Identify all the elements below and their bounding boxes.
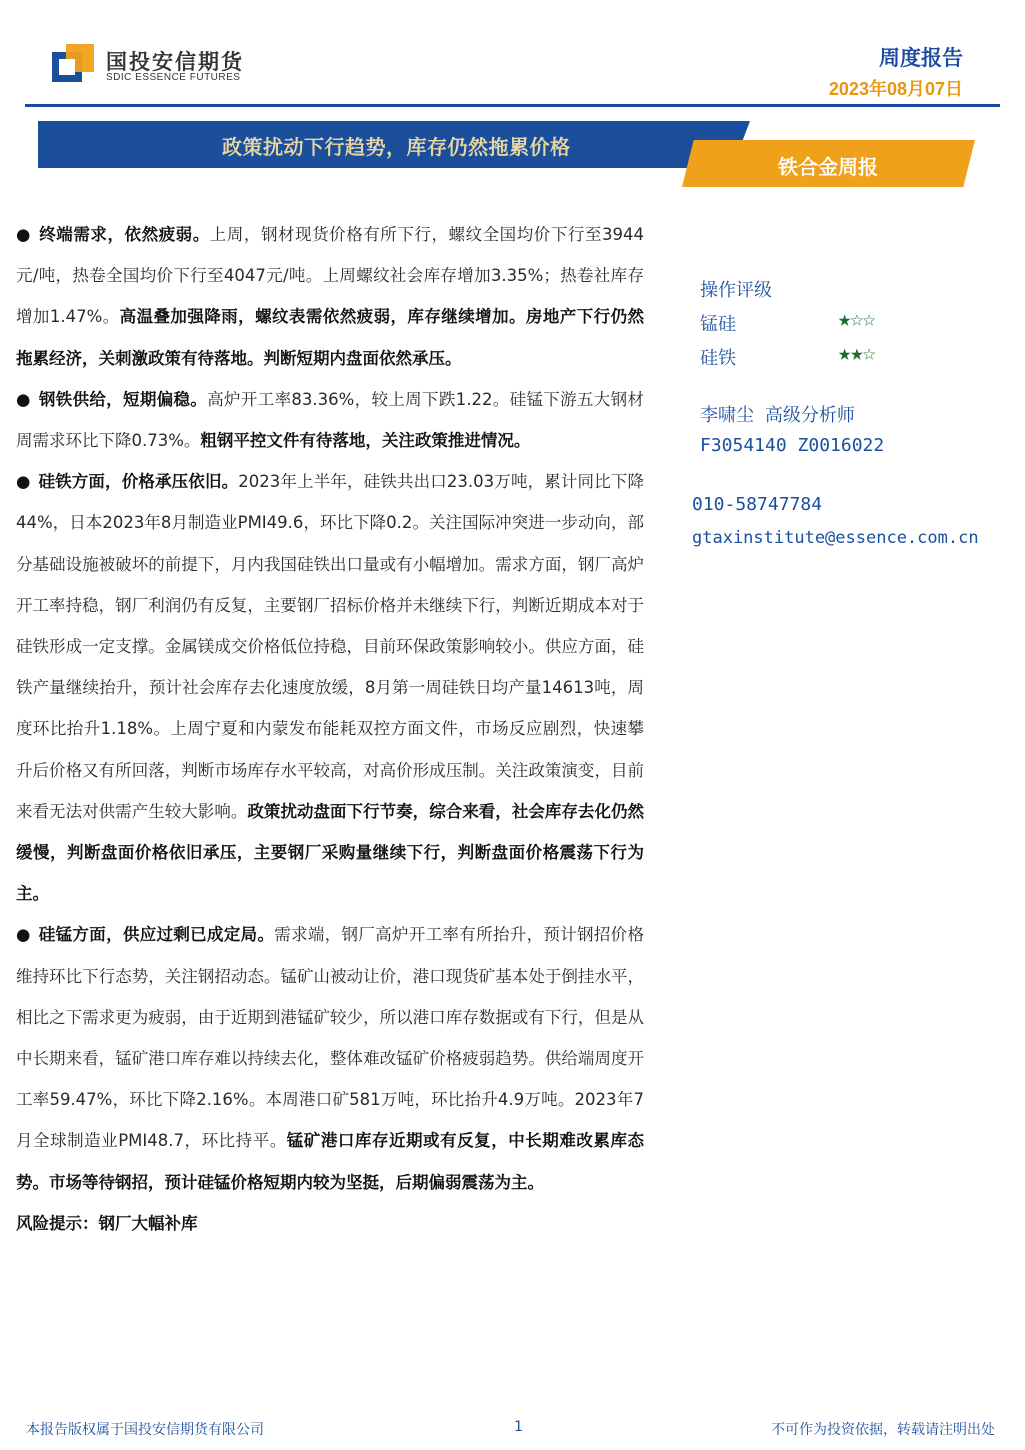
paragraph-silicomanganese [16,914,644,1202]
report-title: 政策扰动下行趋势，库存仍然拖累价格 [222,135,571,159]
paragraph-conclusion: 政策扰动盘面下行节奏，综合来看，社会库存去化仍然缓慢，判断盘面价格依旧承压，主要钢厂采购量继续下行，判断盘面价格震荡下行为主。 [16,801,645,904]
bullet-icon: ● [16,389,37,409]
footer-disclaimer: 不可作为投资依据，转载请注明出处 [771,1422,995,1438]
paragraph-text: 上周，钢材现货价格有所下行，螺纹全国均价下行至3944元/吨，热卷全国均价下行至4047元/吨。上周螺纹社会库存增加3.35%；热卷社库存增加1.47%。 [16,225,644,327]
paragraph-lead: 终端需求，依然疲弱。 [39,225,210,244]
analyst-license: F3054140 Z0016022 [700,435,885,456]
rating-item-name: 硅铁 [700,348,736,369]
rating-item-name: 锰硅 [700,314,736,335]
risk-warning: 风险提示：钢厂大幅补库 [16,1213,198,1233]
paragraph-conclusion: 粗钢平控文件有待落地，关注政策推进情况。 [200,431,531,451]
footer-copyright: 本报告版权属于国投安信期货有限公司 [26,1422,264,1438]
company-logo [52,40,242,90]
paragraph-lead: 硅铁方面，价格承压依旧。 [38,472,239,492]
logo-mark-icon [52,42,96,86]
report-body [16,214,644,1244]
paragraph-text: 2023年上半年，硅铁共出口23.03万吨，累计同比下降44%，日本2023年8月制造业PMI49.6，环比下降0.2。关注国际冲突进一步动向，部分基础设施被破坏的前提下，月内我国硅铁出口量或有小幅增加。需求方面，钢厂高炉开工率持稳，钢厂利润仍有反复，主要钢厂招标价格并未继续下行，判断近期成本对于硅铁形成一定支撑。金属镁成交价格低位持稳，目前环保政策影响较小。供应方面，硅铁产量继续抬升，预计社会库存去化速度放缓，8月第一周硅铁日均产量14613吨，周度环比抬升1.18%。上周宁夏和内蒙发布能耗双控方面文件，市场反应剧烈，快速攀升后价格又有所回落，判断市场库存水平较高，对高价形成压制。关注政策演变，目前来看无法对供需产生较大影响。 [16,472,644,821]
bullet-icon: ● [16,225,38,244]
paragraph-conclusion: 锰矿港口库存近期或有反复，中长期难改累库态势。市场等待钢招，预计硅锰价格短期内较为坚挺，后期偏弱震荡为主。 [16,1131,644,1192]
report-date: 2023年08月07日 [828,79,963,99]
paragraph-conclusion: 高温叠加强降雨，螺纹表需依然疲弱，库存继续增加。房地产下行仍然拖累经济，关刺激政策有待落地。判断短期内盘面依然承压。 [16,307,645,368]
rating-stars: ★★☆ [838,341,875,366]
paragraph-lead: 硅锰方面，供应过剩已成定局。 [38,925,275,945]
paragraph-lead: 钢铁供给，短期偏稳。 [38,389,208,409]
paragraph-ferrosilicon [16,461,644,914]
paragraph-demand [16,214,644,379]
paragraph-text: 高炉开工率83.36%，较上周下跌1.22。硅锰下游五大钢材周需求环比下降0.73%。 [16,389,644,451]
report-category: 铁合金周报 [778,155,878,179]
header-divider [25,104,1000,107]
company-name-cn: 国投安信期货 [106,50,244,74]
company-name-en: SDIC ESSENCE FUTURES [106,72,241,83]
contact-phone[interactable]: 010-58747784 [692,494,823,515]
paragraph-text: 需求端，钢厂高炉开工率有所抬升，预计钢招价格维持环比下行态势，关注钢招动态。锰矿山被动让价，港口现货矿基本处于倒挂水平，相比之下需求更为疲弱，由于近期到港锰矿较少，所以港口库存数据或有下行，但是从中长期来看，锰矿港口库存难以持续去化，整体难改锰矿价格疲弱趋势。供给端周度开工率59.47%，环比下降2.16%。本周港口矿581万吨，环比抬升4.9万吨。2023年7月全球制造业PMI48.7，环比持平。 [16,925,645,1151]
analyst-name: 李啸尘 高级分析师 [700,405,855,426]
paragraph-supply [16,379,644,461]
rating-title: 操作评级 [700,280,772,301]
bullet-icon: ● [16,472,37,492]
page-number: 1 [514,1419,523,1435]
contact-email[interactable]: gtaxinstitute@essence.com.cn [692,528,979,548]
report-type: 周度报告 [879,46,963,70]
rating-stars: ★☆☆ [838,307,875,332]
bullet-icon: ● [16,925,37,945]
